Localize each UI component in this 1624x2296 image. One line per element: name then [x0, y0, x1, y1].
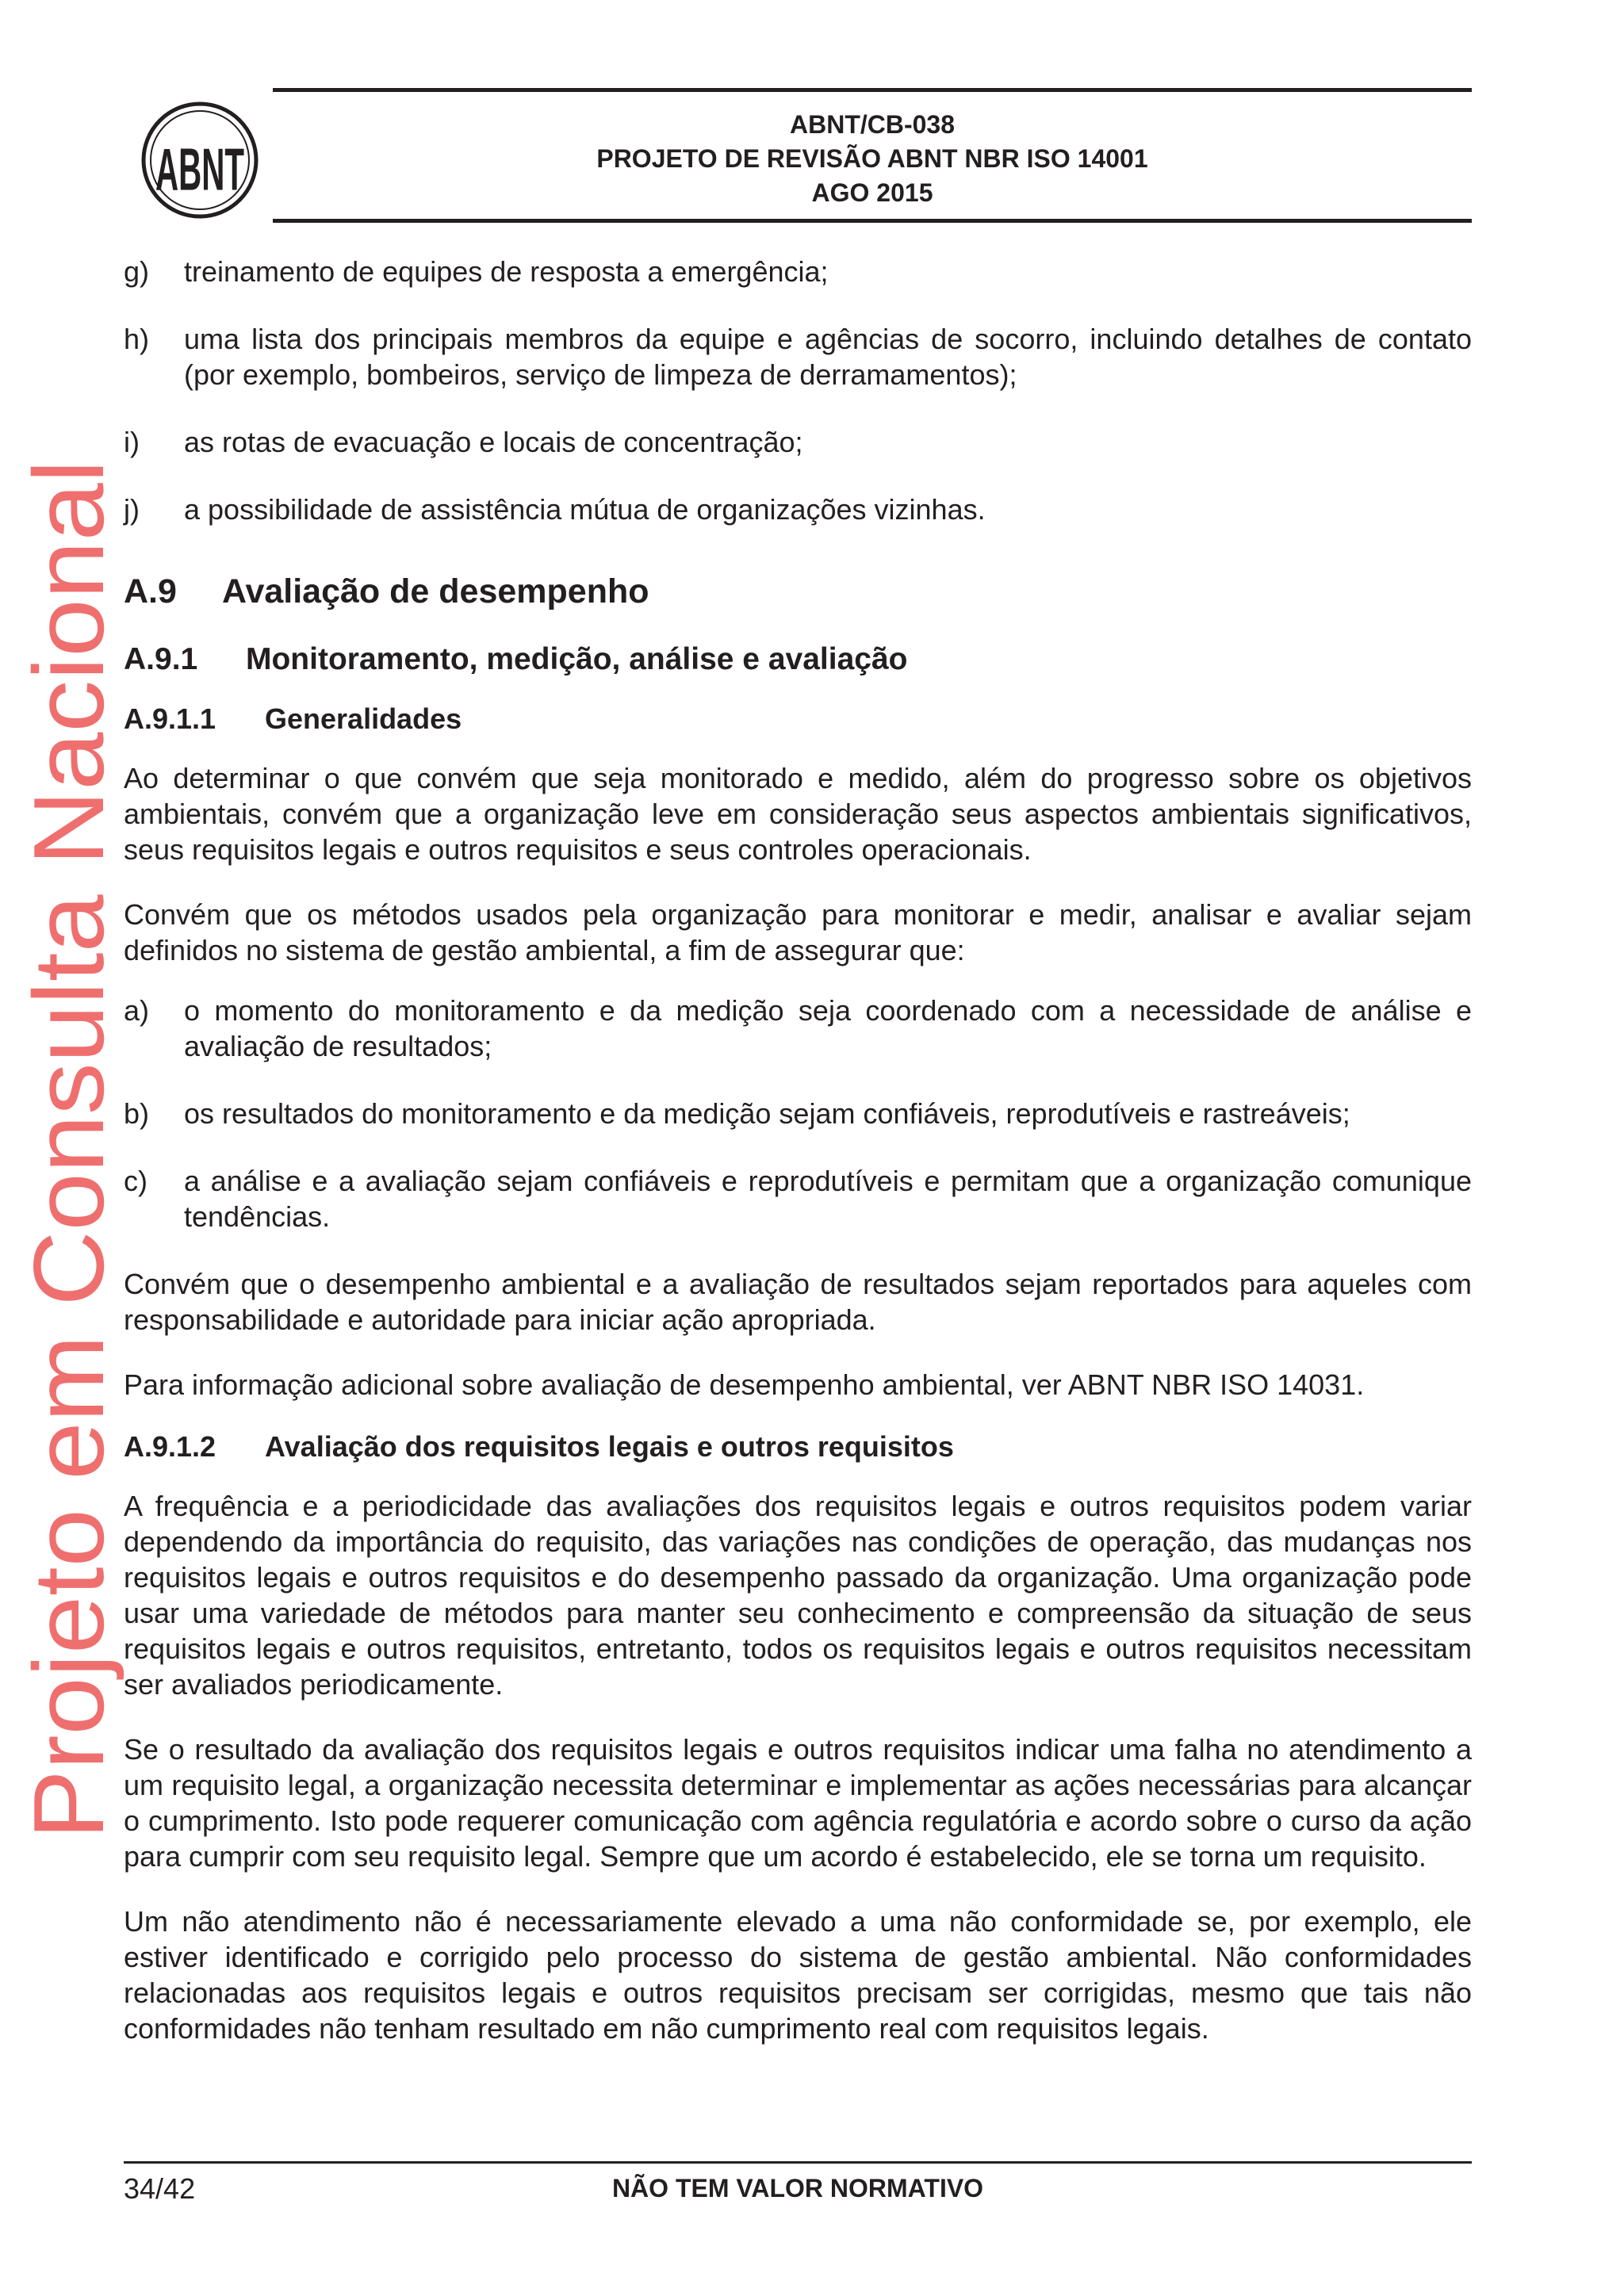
list-marker: j): [124, 493, 140, 526]
list-item-c: [124, 1163, 1472, 1234]
list-item-text: o momento do monitoramento e da medição seja coordenado com a necessidade de análise e avaliação de resultados;: [184, 994, 1472, 1062]
list-item-j: [124, 492, 1472, 527]
paragraph-2: Convém que os métodos usados pela organização para monitorar e medir, analisar e avaliar sejam definidos no sistema de gestão ambiental, a fim de assegurar que:: [124, 898, 1472, 966]
section-number: A.9: [124, 572, 177, 610]
section-heading-a91: [124, 641, 1472, 679]
list-item-text: as rotas de evacuação e locais de concentração;: [184, 426, 803, 458]
section-number: A.9.1: [124, 642, 198, 676]
list-marker: b): [124, 1097, 150, 1130]
section-heading-a9: [124, 571, 1472, 612]
header-bottom-rule: [273, 219, 1472, 223]
list-item-a: [124, 993, 1472, 1064]
list-item-text: treinamento de equipes de resposta a emergência;: [184, 255, 829, 288]
list-item-text: uma lista dos principais membros da equipe e agências de socorro, incluindo detalhes de contato (por exemplo, bombeiros, serviço de limpeza de derramamentos);: [184, 323, 1472, 391]
paragraph-1: Ao determinar o que convém que seja monitorado e medido, além do progresso sobre os objetivos ambientais, convém que a organização leve em consideração seus aspectos ambientais significativos, seus requisitos legais e outros requisitos e seus controles operacionais.: [124, 762, 1472, 866]
section-title: Avaliação de desempenho: [222, 572, 649, 610]
section-title: Monitoramento, medição, análise e avaliação: [246, 642, 908, 676]
list-item-g: [124, 254, 1472, 289]
list-marker: g): [124, 255, 150, 288]
list-marker: a): [124, 994, 150, 1027]
document-body: [124, 254, 1472, 2076]
paragraph-7: Um não atendimento não é necessariamente elevado a uma não conformidade se, por exemplo, ele estiver identificado e corrigido pelo processo do sistema de gestão ambiental. Não conformidades relacionadas aos requisitos legais e outros requisitos precisam ser corrigidas, mesmo que tais não conformidades não tenham resultado em não cumprimento real com requisitos legais.: [124, 1905, 1472, 2045]
header-date: AGO 2015: [811, 178, 933, 207]
list-item-h: [124, 321, 1472, 392]
paragraph-3: Convém que o desempenho ambiental e a avaliação de resultados sejam reportados para aqueles com responsabilidade e autoridade para iniciar ação apropriada.: [124, 1268, 1472, 1336]
list-item-text: a análise e a avaliação sejam confiáveis e reprodutíveis e permitam que a organização comunique tendências.: [184, 1165, 1472, 1233]
section-number: A.9.1.1: [124, 702, 216, 735]
list-marker: h): [124, 323, 150, 355]
watermark-text: Projeto em Consulta Nacional: [13, 518, 124, 1839]
footer-rule: [124, 2161, 1472, 2164]
footer-note: NÃO TEM VALOR NORMATIVO: [611, 2174, 984, 2202]
paragraph-6: Se o resultado da avaliação dos requisitos legais e outros requisitos indicar uma falha no atendimento a um requisito legal, a organização necessita determinar e implementar as ações necessárias para alcançar o cumprimento. Isto pode requerer comunicação com agência regulatória e acordo sobre o curso da ação para cumprir com seu requisito legal. Sempre que um acordo é estabelecido, ele se torna um requisito.: [124, 1733, 1472, 1873]
section-title: Avaliação dos requisitos legais e outros requisitos: [265, 1430, 954, 1463]
abnt-logo: [140, 100, 260, 220]
list-item-b: [124, 1096, 1472, 1131]
document-header: [273, 108, 1472, 210]
list-item-text: a possibilidade de assistência mútua de organizações vizinhas.: [184, 493, 986, 526]
section-number: A.9.1.2: [124, 1430, 216, 1463]
header-committee: ABNT/CB-038: [789, 110, 956, 139]
list-marker: c): [124, 1165, 147, 1197]
paragraph-4: Para informação adicional sobre avaliação de desempenho ambiental, ver ABNT NBR ISO 14031.: [124, 1368, 1365, 1401]
watermark: [13, 460, 124, 1839]
section-title: Generalidades: [265, 702, 462, 735]
page-number: 34/42: [124, 2172, 196, 2205]
section-heading-a912: [124, 1429, 1472, 1464]
header-top-rule: [273, 88, 1472, 92]
list-item-i: [124, 424, 1472, 460]
paragraph-5: A frequência e a periodicidade das avaliações dos requisitos legais e outros requisitos podem variar dependendo da importância do requisito, das variações nas condições de operação, das mudanças nos requisitos legais e outros requisitos e do desempenho passado da organização. Uma organização pode usar uma variedade de métodos para manter seu conhecimento e compreensão da situação de seus requisitos legais e outros requisitos, entretanto, todos os requisitos legais e outros requisitos necessitam ser avaliados periodicamente.: [124, 1490, 1472, 1701]
header-project: PROJETO DE REVISÃO ABNT NBR ISO 14001: [596, 144, 1148, 173]
list-item-text: os resultados do monitoramento e da medição sejam confiáveis, reprodutíveis e rastreáveis;: [184, 1097, 1350, 1130]
logo-text: ABNT: [155, 136, 244, 203]
list-marker: i): [124, 426, 140, 458]
section-heading-a911: [124, 701, 1472, 737]
